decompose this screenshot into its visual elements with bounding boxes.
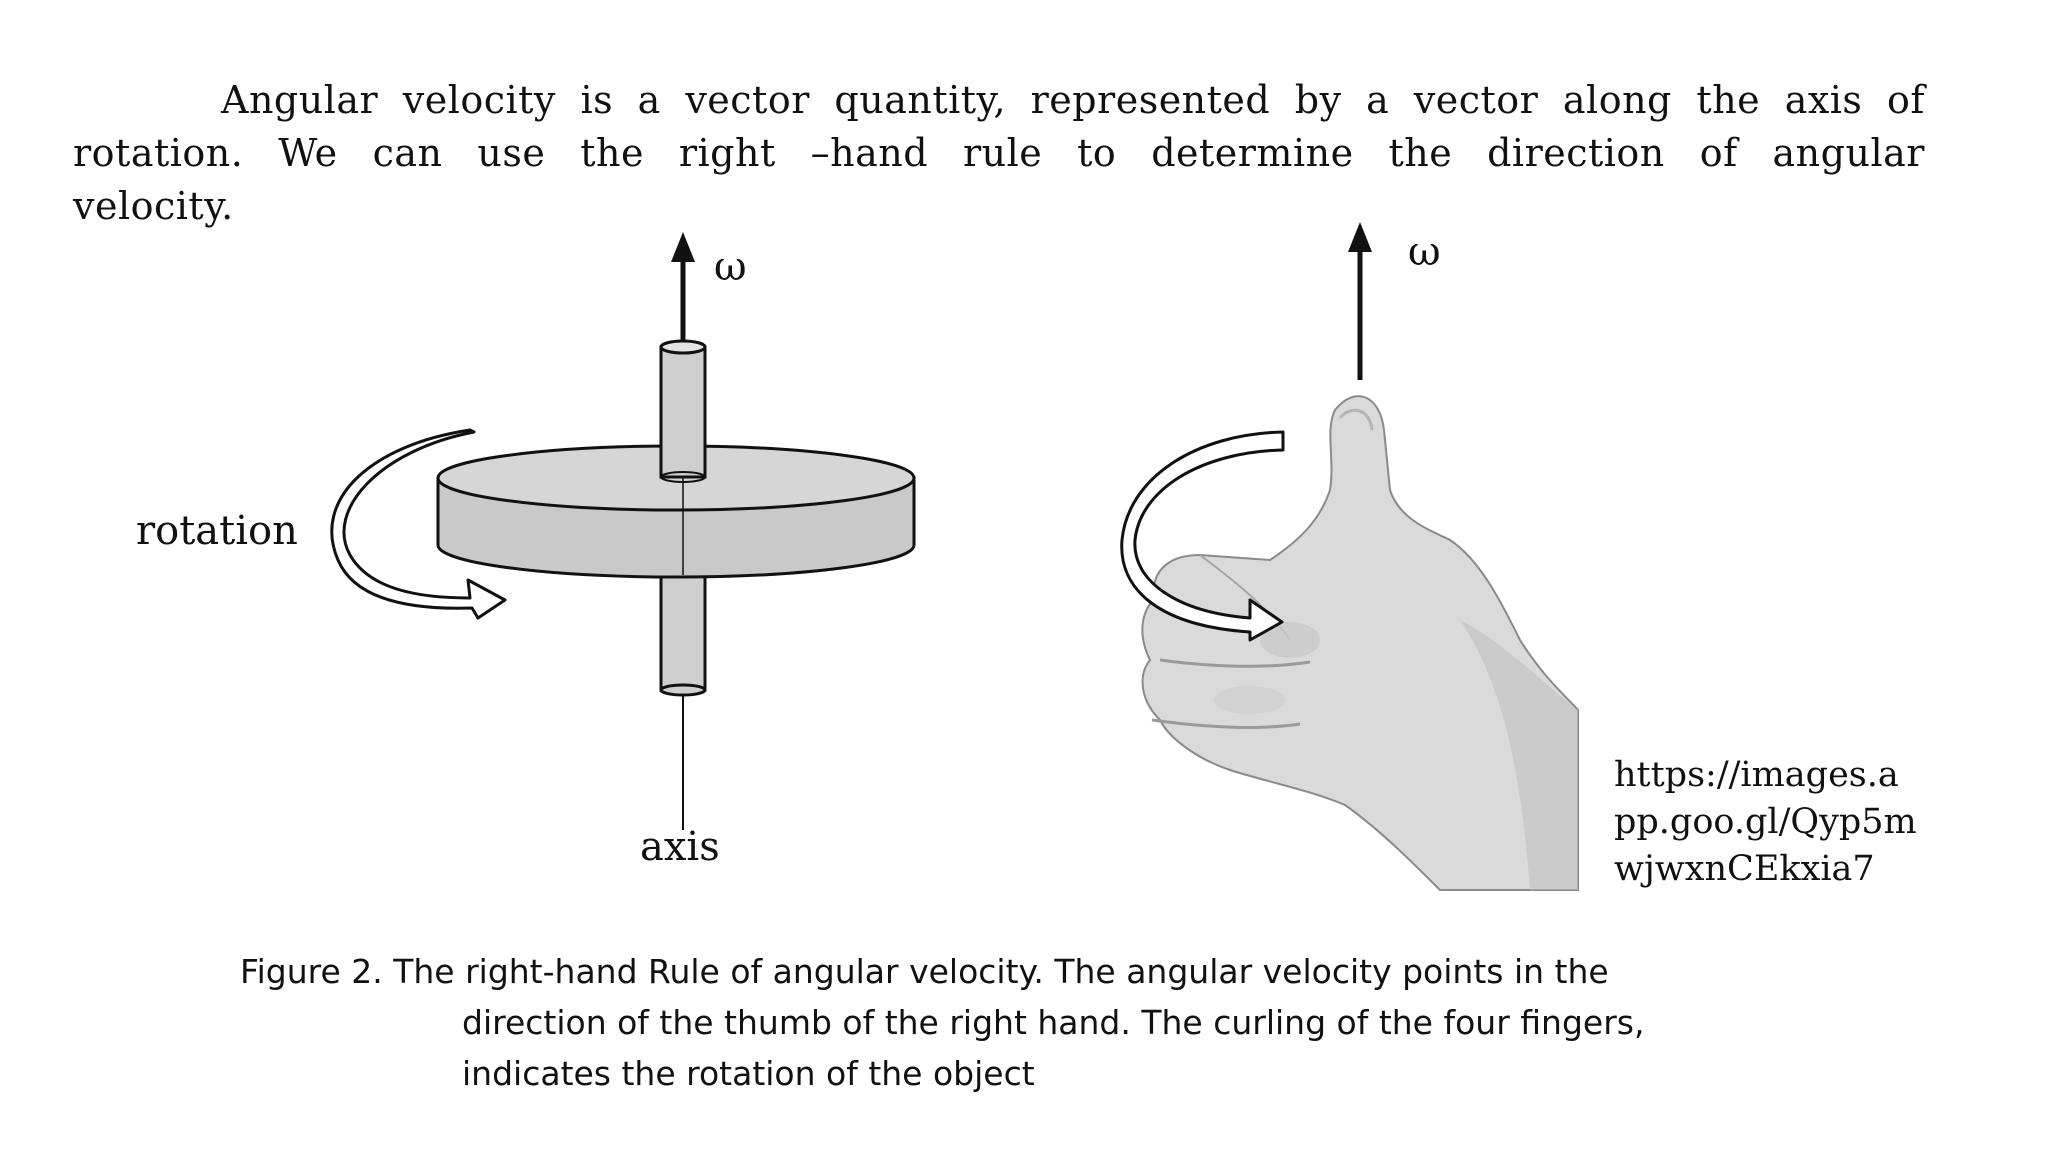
intro-word: is — [580, 78, 614, 122]
intro-word: right — [678, 131, 776, 175]
intro-word: the — [1388, 131, 1453, 175]
figure-caption — [240, 946, 1644, 1099]
axle-top — [661, 341, 705, 482]
rotation-label: rotation — [136, 508, 298, 554]
intro-word: velocity — [402, 78, 556, 122]
intro-line-3: velocity. — [73, 184, 234, 228]
intro-word: rule — [962, 131, 1043, 175]
intro-word: vector — [685, 78, 810, 122]
caption-line-1: Figure 2. The right-hand Rule of angular velocity. The angular velocity points in the — [240, 952, 1609, 991]
intro-word: direction — [1487, 131, 1665, 175]
intro-word: a — [1366, 78, 1390, 122]
intro-word: of — [1886, 78, 1925, 122]
intro-word: by — [1294, 78, 1342, 122]
intro-word: of — [1699, 131, 1738, 175]
intro-word: determine — [1151, 131, 1354, 175]
intro-word: along — [1562, 78, 1672, 122]
intro-word: rotation. — [73, 131, 244, 175]
intro-word: the — [580, 131, 644, 175]
intro-word: quantity, — [834, 78, 1007, 122]
right-hand-diagram — [1122, 222, 1578, 890]
caption-line-3: indicates the rotation of the object — [462, 1054, 1035, 1093]
intro-word: axis — [1784, 78, 1863, 122]
omega-arrow-icon — [671, 232, 695, 345]
intro-word: represented — [1030, 78, 1271, 122]
omega-arrow-icon-right — [1348, 222, 1372, 380]
intro-word: Angular — [221, 78, 379, 122]
intro-word: vector — [1413, 78, 1539, 122]
rotation-arrow-icon-right — [1122, 432, 1283, 640]
source-url-line-3: wjwxnCEkxia7 — [1614, 849, 1875, 889]
omega-label-right: ω — [1408, 229, 1441, 275]
spinning-disc-diagram — [136, 232, 914, 870]
source-url-line-2: pp.goo.gl/Qyp5m — [1614, 802, 1917, 842]
intro-word: angular — [1772, 131, 1925, 175]
source-url — [1614, 752, 1994, 893]
intro-word: a — [637, 78, 661, 122]
intro-word: can — [372, 131, 443, 175]
intro-word: use — [477, 131, 546, 175]
intro-word: –hand — [810, 131, 929, 175]
axis-label: axis — [640, 824, 720, 870]
hand-illustration — [1142, 396, 1578, 890]
caption-line-2: direction of the thumb of the right hand. The curling of the four fingers, — [462, 1003, 1645, 1042]
intro-word: We — [278, 131, 338, 175]
intro-word: the — [1696, 78, 1761, 122]
source-url-line-1: https://images.a — [1614, 755, 1899, 795]
intro-word: to — [1077, 131, 1117, 175]
omega-label-left: ω — [714, 244, 747, 290]
